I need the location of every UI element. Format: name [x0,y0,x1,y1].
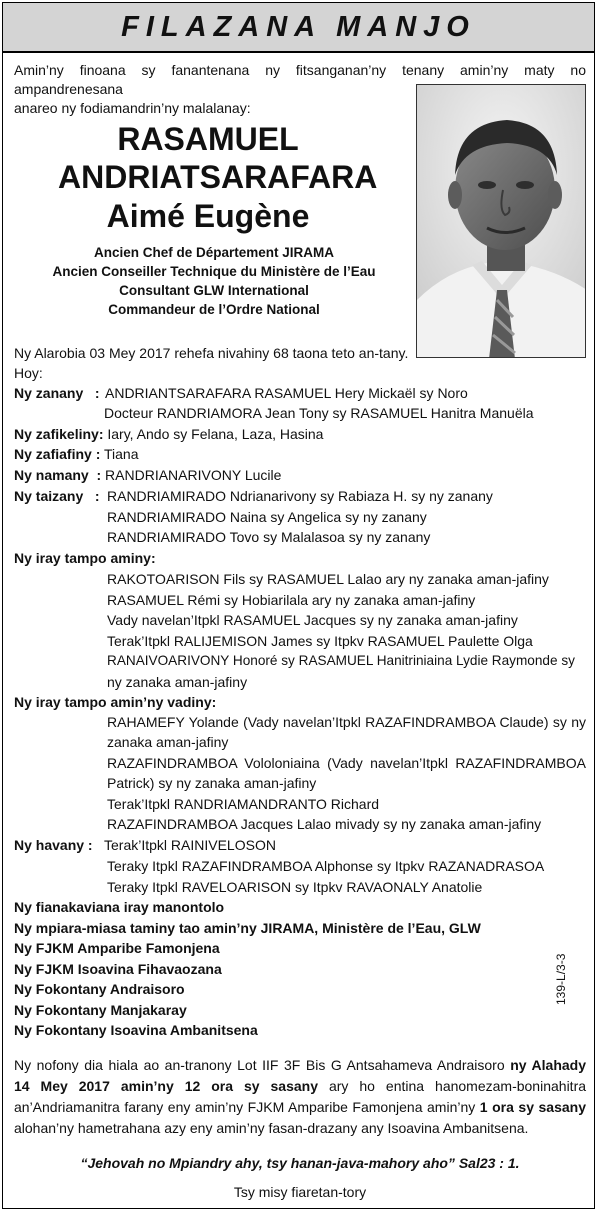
family-line: RAKOTOARISON Fils sy RASAMUEL Lalao ary ny zanaka aman-jafiny [107,571,549,587]
zafikeliny-label: Ny zafikeliny: [14,426,104,442]
group-line: Ny FJKM Amparibe Famonjena [14,940,220,956]
family-line: Terak’Itpkl RAINIVELOSON [104,837,276,853]
namany-row: Ny namany : RANDRIANARIVONY Lucile [14,467,282,483]
family-line: zanaka aman-jafiny [107,734,229,750]
notice-header [3,3,594,53]
death-notice: Ny Alarobia 03 Mey 2017 rehefa nivahiny 68 taona teto an-tany. [14,345,409,361]
deceased-surname: RASAMUEL [117,121,299,157]
group-line: Ny Fokontany Manjakaray [14,1002,187,1018]
tampo-vady-label: Ny iray tampo amin’ny vadiny: [14,694,217,710]
family-line: Vady navelan’Itpkl RASAMUEL Jacques sy ny zanaka aman-jafiny [107,612,518,628]
taizany-label: Ny taizany : [14,488,100,504]
family-line: ANDRIANTSARAFARA RASAMUEL Hery Mickaël sy Noro [105,385,468,401]
title-line: Ancien Conseiller Technique du Ministère de l’Eau [52,264,376,279]
family-line: Terak’Itpkl RALIJEMISON James sy Itpkv RASAMUEL Paulette Olga [107,633,533,649]
group-line: Ny Fokontany Andraisoro [14,981,185,997]
zafikeliny-value: Iary, Ando sy Felana, Laza, Hasina [107,426,324,442]
title-line: Commandeur de l’Ordre National [108,302,320,317]
family-line: RANAIVOARIVONY Honoré sy RASAMUEL Hanitriniaina Lydie Raymonde sy [107,653,575,668]
havany-label: Ny havany : [14,837,93,853]
deceased-surname-2: ANDRIATSARAFARA [58,159,378,195]
family-line: RAHAMEFY Yolande (Vady navelan’Itpkl RAZAFINDRAMBOA Claude) sy ny [107,714,586,730]
funeral-line-2: 14 Mey 2017 amin’ny 12 ora sy sasany ary ho entina hanomezam-boninahitra [14,1078,587,1094]
zafikeliny-row [14,424,323,444]
hoy-label: Hoy: [14,365,43,381]
scripture-quote: “Jehovah no Mpiandry ahy, tsy hanan-java-mahory aho” Sal23 : 1. [80,1155,520,1171]
family-line: Terak’Itpkl RANDRIAMANDRANTO Richard [107,796,380,812]
footer-note: Tsy misy fiaretan-tory [233,1184,367,1200]
family-line: RAZAFINDRAMBOA Vololoniaina (Vady navelan’Itpkl RAZAFINDRAMBOA [107,755,586,771]
family-line: RANDRIAMIRADO Tovo sy Malalasoa sy ny zanany [107,529,431,545]
funeral-line-3: an’Andriamanitra farany eny amin’ny FJKM Amparibe Famonjena amin’ny 1 ora sy sasany [14,1099,586,1115]
family-line: RAZAFINDRAMBOA Jacques Lalao mivady sy ny zanaka aman-jafiny [107,816,542,832]
funeral-line-4: alohan’ny hametrahana azy eny amin’ny fasan-drazany any Isoavina Ambanitsena. [14,1120,529,1136]
namany-label: Ny namany [14,467,89,483]
family-line: ny zanaka aman-jafiny [107,674,248,690]
group-line: Ny FJKM Isoavina Fihavaozana [14,961,222,977]
deceased-given-names: Aimé Eugène [106,198,310,234]
zanany-label: Ny zanany : [14,385,100,401]
title-line: Consultant GLW International [119,283,309,298]
intro-line: anareo ny fodiamandrin’ny malalanay: [14,100,251,116]
portrait-image [417,85,586,358]
group-line: Ny Fokontany Isoavina Ambanitsena [14,1022,258,1038]
title-line: Ancien Chef de Département JIRAMA [93,245,335,260]
zafiafiny-value: Tiana [104,446,139,462]
zafiafiny-row [14,444,139,464]
portrait-photo [416,84,586,358]
namany-value: RANDRIANARIVONY Lucile [105,467,282,483]
family-line: RANDRIAMIRADO Naina sy Angelica sy ny zanany [107,509,427,525]
tampo-label: Ny iray tampo aminy: [14,550,156,566]
reference-code: 139-L/3-3 [554,953,568,1005]
family-line: Docteur RANDRIAMORA Jean Tony sy RASAMUEL Hanitra Manuëla [104,405,534,421]
group-line: Ny mpiara-miasa taminy tao amin’ny JIRAMA, Ministère de l’Eau, GLW [14,920,481,936]
family-line: Teraky Itpkl RAZAFINDRAMBOA Alphonse sy Itpkv RAZANADRASOA [107,858,545,874]
funeral-line-1: Ny nofony dia hiala ao an-tranony Lot IIF 3F Bis G Antsahameva Andraisoro ny Alahady [14,1057,587,1073]
family-line: Teraky Itpkl RAVELOARISON sy Itpkv RAVAONALY Anatolie [107,879,483,895]
deceased-titles [14,243,414,319]
zafiafiny-label: Ny zafiafiny : [14,446,101,462]
intro-line: Amin’ny finoana sy fanantenana ny fitsanganan’ny tenany amin’ny maty no ampandrenesana [14,62,586,97]
family-line: Patrick) sy ny zanaka aman-jafiny [107,775,317,791]
notice-title: FILAZANA MANJO [121,11,476,43]
family-line: RASAMUEL Rémi sy Hobiarilala ary ny zanaka aman-jafiny [107,592,476,608]
group-line: Ny fianakaviana iray manontolo [14,899,225,915]
family-line: RANDRIAMIRADO Ndrianarivony sy Rabiaza H. sy ny zanany [107,488,493,504]
